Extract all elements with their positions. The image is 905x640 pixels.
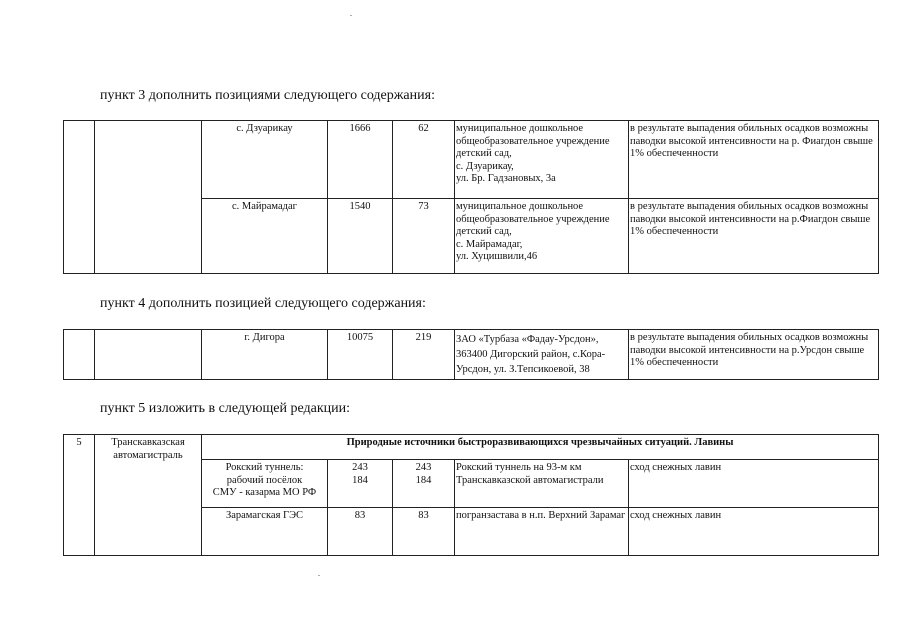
section-4-table [63, 329, 879, 380]
table-row [64, 121, 879, 199]
population-cell: 243 184 [328, 460, 393, 508]
children-cell: 73 [393, 199, 455, 274]
population-cell: 1666 [328, 121, 393, 199]
number-cell: 5 [64, 435, 95, 556]
object-cell: муниципальное дошкольное общеобразовательное учреждение детский сад, с. Майрамадаг, ул. Хуцишвили,46 [455, 199, 629, 274]
object-cell: ЗАО «Турбаза «Фадау-Урсдон», 363400 Дигорский район, с.Кора-Урсдон, ул. З.Тепсикоевой, 38 [455, 330, 629, 380]
road-cell [95, 330, 202, 380]
section-4-heading: пункт 4 дополнить позицией следующего содержания: [100, 296, 426, 311]
road-cell: Транскавказская автомагистраль [95, 435, 202, 556]
scan-speck [350, 15, 352, 16]
children-cell: 83 [393, 508, 455, 556]
children-cell: 243 184 [393, 460, 455, 508]
table-row [64, 330, 879, 380]
risk-cell: в результате выпадения обильных осадков возможны паводки высокой интенсивности на р.Урсдон свыше 1% обеспеченности [629, 330, 879, 380]
children-cell: 219 [393, 330, 455, 380]
risk-cell: в результате выпадения обильных осадков возможны паводки высокой интенсивности на р.Фиагдон свыше 1% обеспеченности [629, 199, 879, 274]
section-3-table [63, 120, 879, 274]
risk-cell: сход снежных лавин [629, 508, 879, 556]
section-5-heading: пункт 5 изложить в следующей редакции: [100, 401, 350, 416]
risk-cell: в результате выпадения обильных осадков возможны паводки высокой интенсивности на р. Фиагдон свыше 1% обеспеченности [629, 121, 879, 199]
settlement-cell: Рокский туннель: рабочий посёлок СМУ - казарма МО РФ [202, 460, 328, 508]
population-cell: 10075 [328, 330, 393, 380]
object-cell: погранзастава в н.п. Верхний Зарамаг [455, 508, 629, 556]
object-cell: Рокский туннель на 93-м км Транскавказской автомагистрали [455, 460, 629, 508]
population-cell: 1540 [328, 199, 393, 274]
population-cell: 83 [328, 508, 393, 556]
number-cell [64, 121, 95, 274]
risk-cell: сход снежных лавин [629, 460, 879, 508]
section-3-heading: пункт 3 дополнить позициями следующего содержания: [100, 88, 435, 103]
road-cell [95, 121, 202, 274]
section-5-table [63, 434, 879, 556]
scan-speck [318, 575, 320, 576]
settlement-cell: Зарамагская ГЭС [202, 508, 328, 556]
children-cell: 62 [393, 121, 455, 199]
settlement-cell: с. Майрамадаг [202, 199, 328, 274]
table-row [64, 435, 879, 460]
object-cell: муниципальное дошкольное общеобразовательное учреждение детский сад, с. Дзуарикау, ул. Бр. Гадзановых, 3а [455, 121, 629, 199]
settlement-cell: г. Дигора [202, 330, 328, 380]
phenomenon-header: Природные источники быстроразвивающихся чрезвычайных ситуаций. Лавины [202, 435, 879, 460]
settlement-cell: с. Дзуарикау [202, 121, 328, 199]
number-cell [64, 330, 95, 380]
